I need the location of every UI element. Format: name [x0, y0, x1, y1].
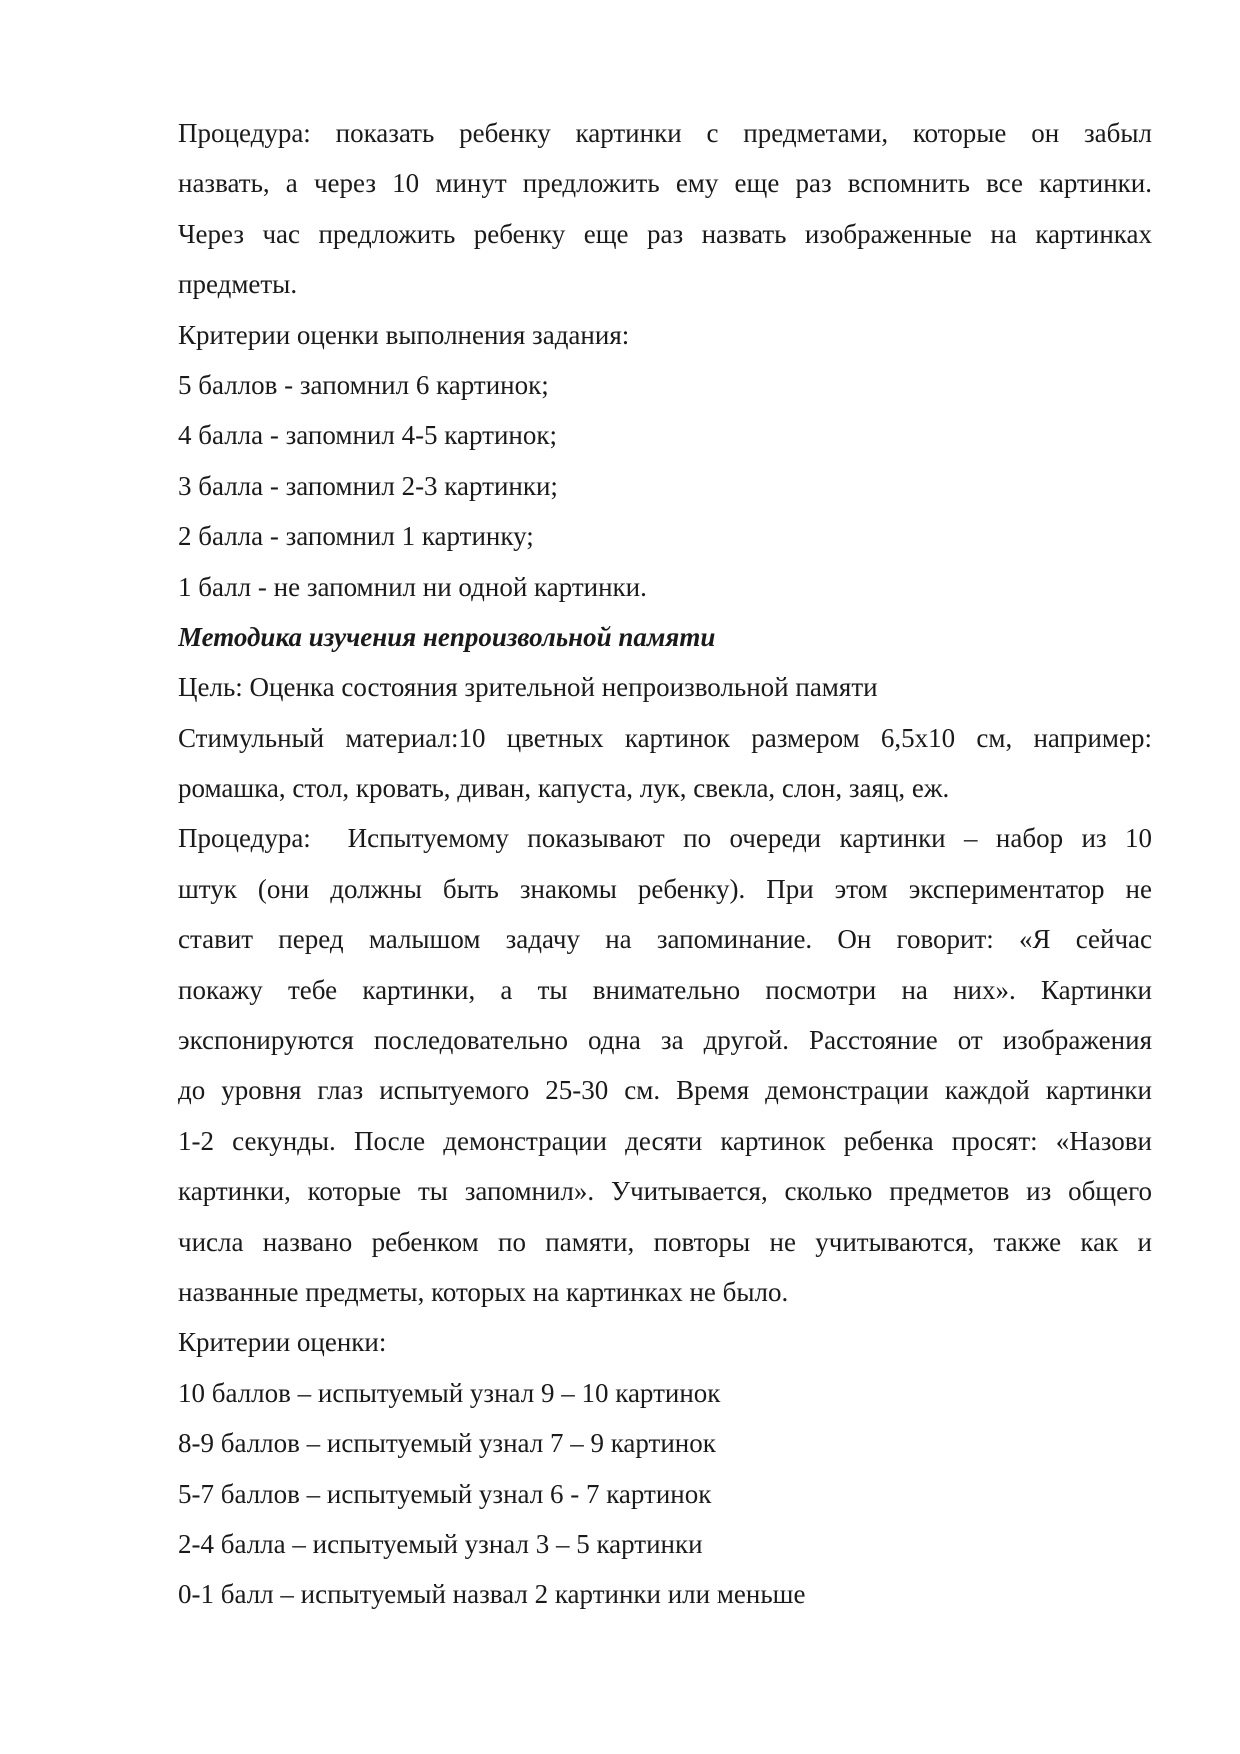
text-line: до уровня глаз испытуемого 25-30 см. Время демонстрации каждой картинки	[178, 1075, 1152, 1106]
criteria-list	[178, 360, 1152, 612]
criteria-item: 1 балл - не запомнил ни одной картинки.	[178, 571, 647, 602]
text-line: числа названо ребенком по памяти, повторы не учитываются, также как и	[178, 1226, 1152, 1257]
paragraph-procedure	[178, 813, 1152, 1317]
paragraph-procedure-recall	[178, 108, 1152, 310]
criteria-item: 5-7 баллов – испытуемый узнал 6 - 7 картинок	[178, 1478, 712, 1509]
criteria-item: 2-4 балла – испытуемый узнал 3 – 5 картинки	[178, 1528, 703, 1559]
text-line: ромашка, стол, кровать, диван, капуста, лук, свекла, слон, заяц, еж.	[178, 773, 950, 804]
text-line: названные предметы, которых на картинках не было.	[178, 1276, 789, 1307]
text-line: штук (они должны быть знакомы ребенку). При этом экспериментатор не	[178, 873, 1152, 904]
goal-line: Цель: Оценка состояния зрительной непроизвольной памяти	[178, 672, 878, 703]
criteria-heading: Критерии оценки выполнения задания:	[178, 319, 630, 350]
section-title: Методика изучения непроизвольной памяти	[178, 621, 716, 652]
criteria-item: 10 баллов – испытуемый узнал 9 – 10 картинок	[178, 1377, 721, 1408]
text-line: предметы.	[178, 269, 298, 300]
text-line: назвать, а через 10 минут предложить ему еще раз вспомнить все картинки.	[178, 168, 1152, 199]
criteria-item: 2 балла - запомнил 1 картинку;	[178, 521, 534, 552]
text-line: покажу тебе картинки, а ты внимательно посмотри на них». Картинки	[178, 974, 1152, 1005]
text-line: Через час предложить ребенку еще раз назвать изображенные на картинках	[178, 218, 1152, 249]
criteria-item: 8-9 баллов – испытуемый узнал 7 – 9 картинок	[178, 1428, 716, 1459]
document-page	[178, 108, 1152, 1620]
criteria-item: 5 баллов - запомнил 6 картинок;	[178, 369, 549, 400]
criteria-item: 0-1 балл – испытуемый назвал 2 картинки или меньше	[178, 1579, 806, 1610]
criteria-list	[178, 1368, 1152, 1620]
paragraph-stimulus	[178, 713, 1152, 814]
text-line: экспонируются последовательно одна за другой. Расстояние от изображения	[178, 1025, 1152, 1056]
criteria-item: 3 балла - запомнил 2-3 картинки;	[178, 470, 558, 501]
text-line: ставит перед малышом задачу на запоминание. Он говорит: «Я сейчас	[178, 924, 1152, 955]
text-line: Стимульный материал:10 цветных картинок размером 6,5х10 см, например:	[178, 722, 1152, 753]
text-line: Процедура: Испытуемому показывают по очереди картинки – набор из 10	[178, 823, 1152, 854]
text-line: 1-2 секунды. После демонстрации десяти картинок ребенка просят: «Назови	[178, 1125, 1152, 1156]
text-line: Процедура: показать ребенку картинки с предметами, которые он забыл	[178, 118, 1152, 148]
text-line: картинки, которые ты запомнил». Учитывается, сколько предметов из общего	[178, 1176, 1152, 1207]
criteria-item: 4 балла - запомнил 4-5 картинок;	[178, 420, 557, 451]
criteria-heading: Критерии оценки:	[178, 1327, 387, 1358]
